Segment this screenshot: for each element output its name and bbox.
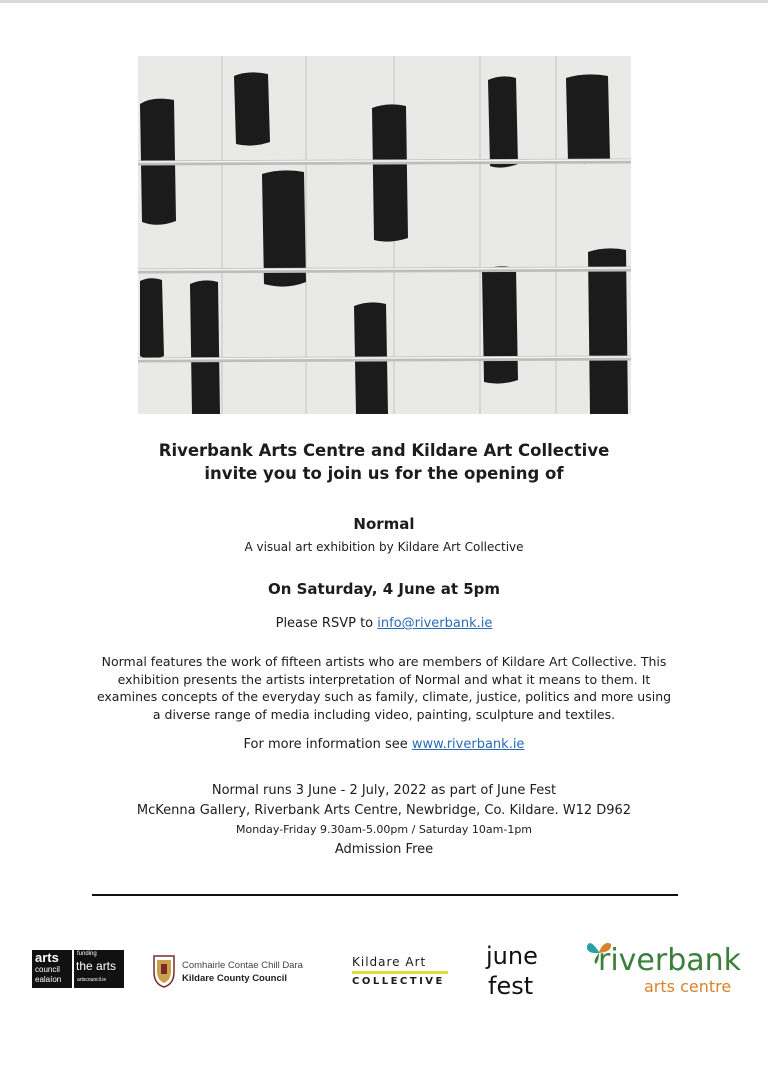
arts-council-logo <box>32 950 127 992</box>
council-irish-name: Comhairle Contae Chill Dara <box>182 960 303 971</box>
arts-council-the-arts: the arts <box>76 959 117 973</box>
run-dates: Normal runs 3 June - 2 July, 2022 as part of June Fest <box>211 783 557 798</box>
top-border <box>0 0 768 3</box>
crest-icon <box>152 954 176 988</box>
opening-hours: Monday-Friday 9.30am-5.00pm / Saturday 10am-1pm <box>235 823 533 836</box>
rsvp-prefix: Please RSVP to <box>275 616 378 631</box>
riverbank-wordmark: riverbank <box>598 943 742 978</box>
arts-council-funding: funding <box>77 951 97 957</box>
kac-line1: Kildare Art <box>352 955 427 969</box>
venue-address: McKenna Gallery, Riverbank Arts Centre, Newbridge, Co. Kildare. W12 D962 <box>136 803 632 818</box>
invitation-headline <box>0 439 768 485</box>
riverbank-subtitle: arts centre <box>644 977 732 996</box>
opening-date: On Saturday, 4 June at 5pm <box>267 580 501 598</box>
exhibition-title: Normal <box>353 515 415 533</box>
headline-line-1: Riverbank Arts Centre and Kildare Art Collective <box>158 441 610 460</box>
divider <box>92 894 678 896</box>
admission-info: Admission Free <box>334 842 434 857</box>
riverbank-arts-centre-logo <box>582 934 752 1000</box>
exhibition-artwork-image <box>138 56 631 414</box>
exhibition-description: Normal features the work of fifteen artists who are members of Kildare Art Collective. This exhibition presents the artists interpretation of Normal and what it means to them. It examines concepts of the everyday such as family, climate, justice, politics and more using a diverse range of media including video, painting, sculpture and textiles. <box>96 654 672 722</box>
kildare-county-council-logo <box>152 954 332 990</box>
arts-council-line2: council <box>35 965 60 974</box>
more-info-line <box>0 737 768 752</box>
junefest-line1: june <box>486 942 538 970</box>
kac-line2: COLLECTIVE <box>352 976 445 987</box>
rsvp-line <box>0 616 768 631</box>
arts-council-line3: ealaíon <box>35 975 62 984</box>
june-fest-logo <box>486 942 566 1006</box>
junefest-line2: fest <box>488 972 534 1000</box>
arts-council-word: arts <box>35 950 59 965</box>
kac-underline <box>352 971 448 974</box>
website-link[interactable]: www.riverbank.ie <box>411 737 525 752</box>
kildare-art-collective-logo <box>348 955 452 989</box>
more-info-prefix: For more information see <box>243 737 412 752</box>
exhibition-subtitle: A visual art exhibition by Kildare Art Collective <box>244 540 524 554</box>
arts-council-site: artscouncil.ie <box>77 977 107 983</box>
council-english-name: Kildare County Council <box>182 973 288 984</box>
headline-line-2: invite you to join us for the opening of <box>204 464 564 483</box>
rsvp-email-link[interactable]: info@riverbank.ie <box>377 616 493 631</box>
